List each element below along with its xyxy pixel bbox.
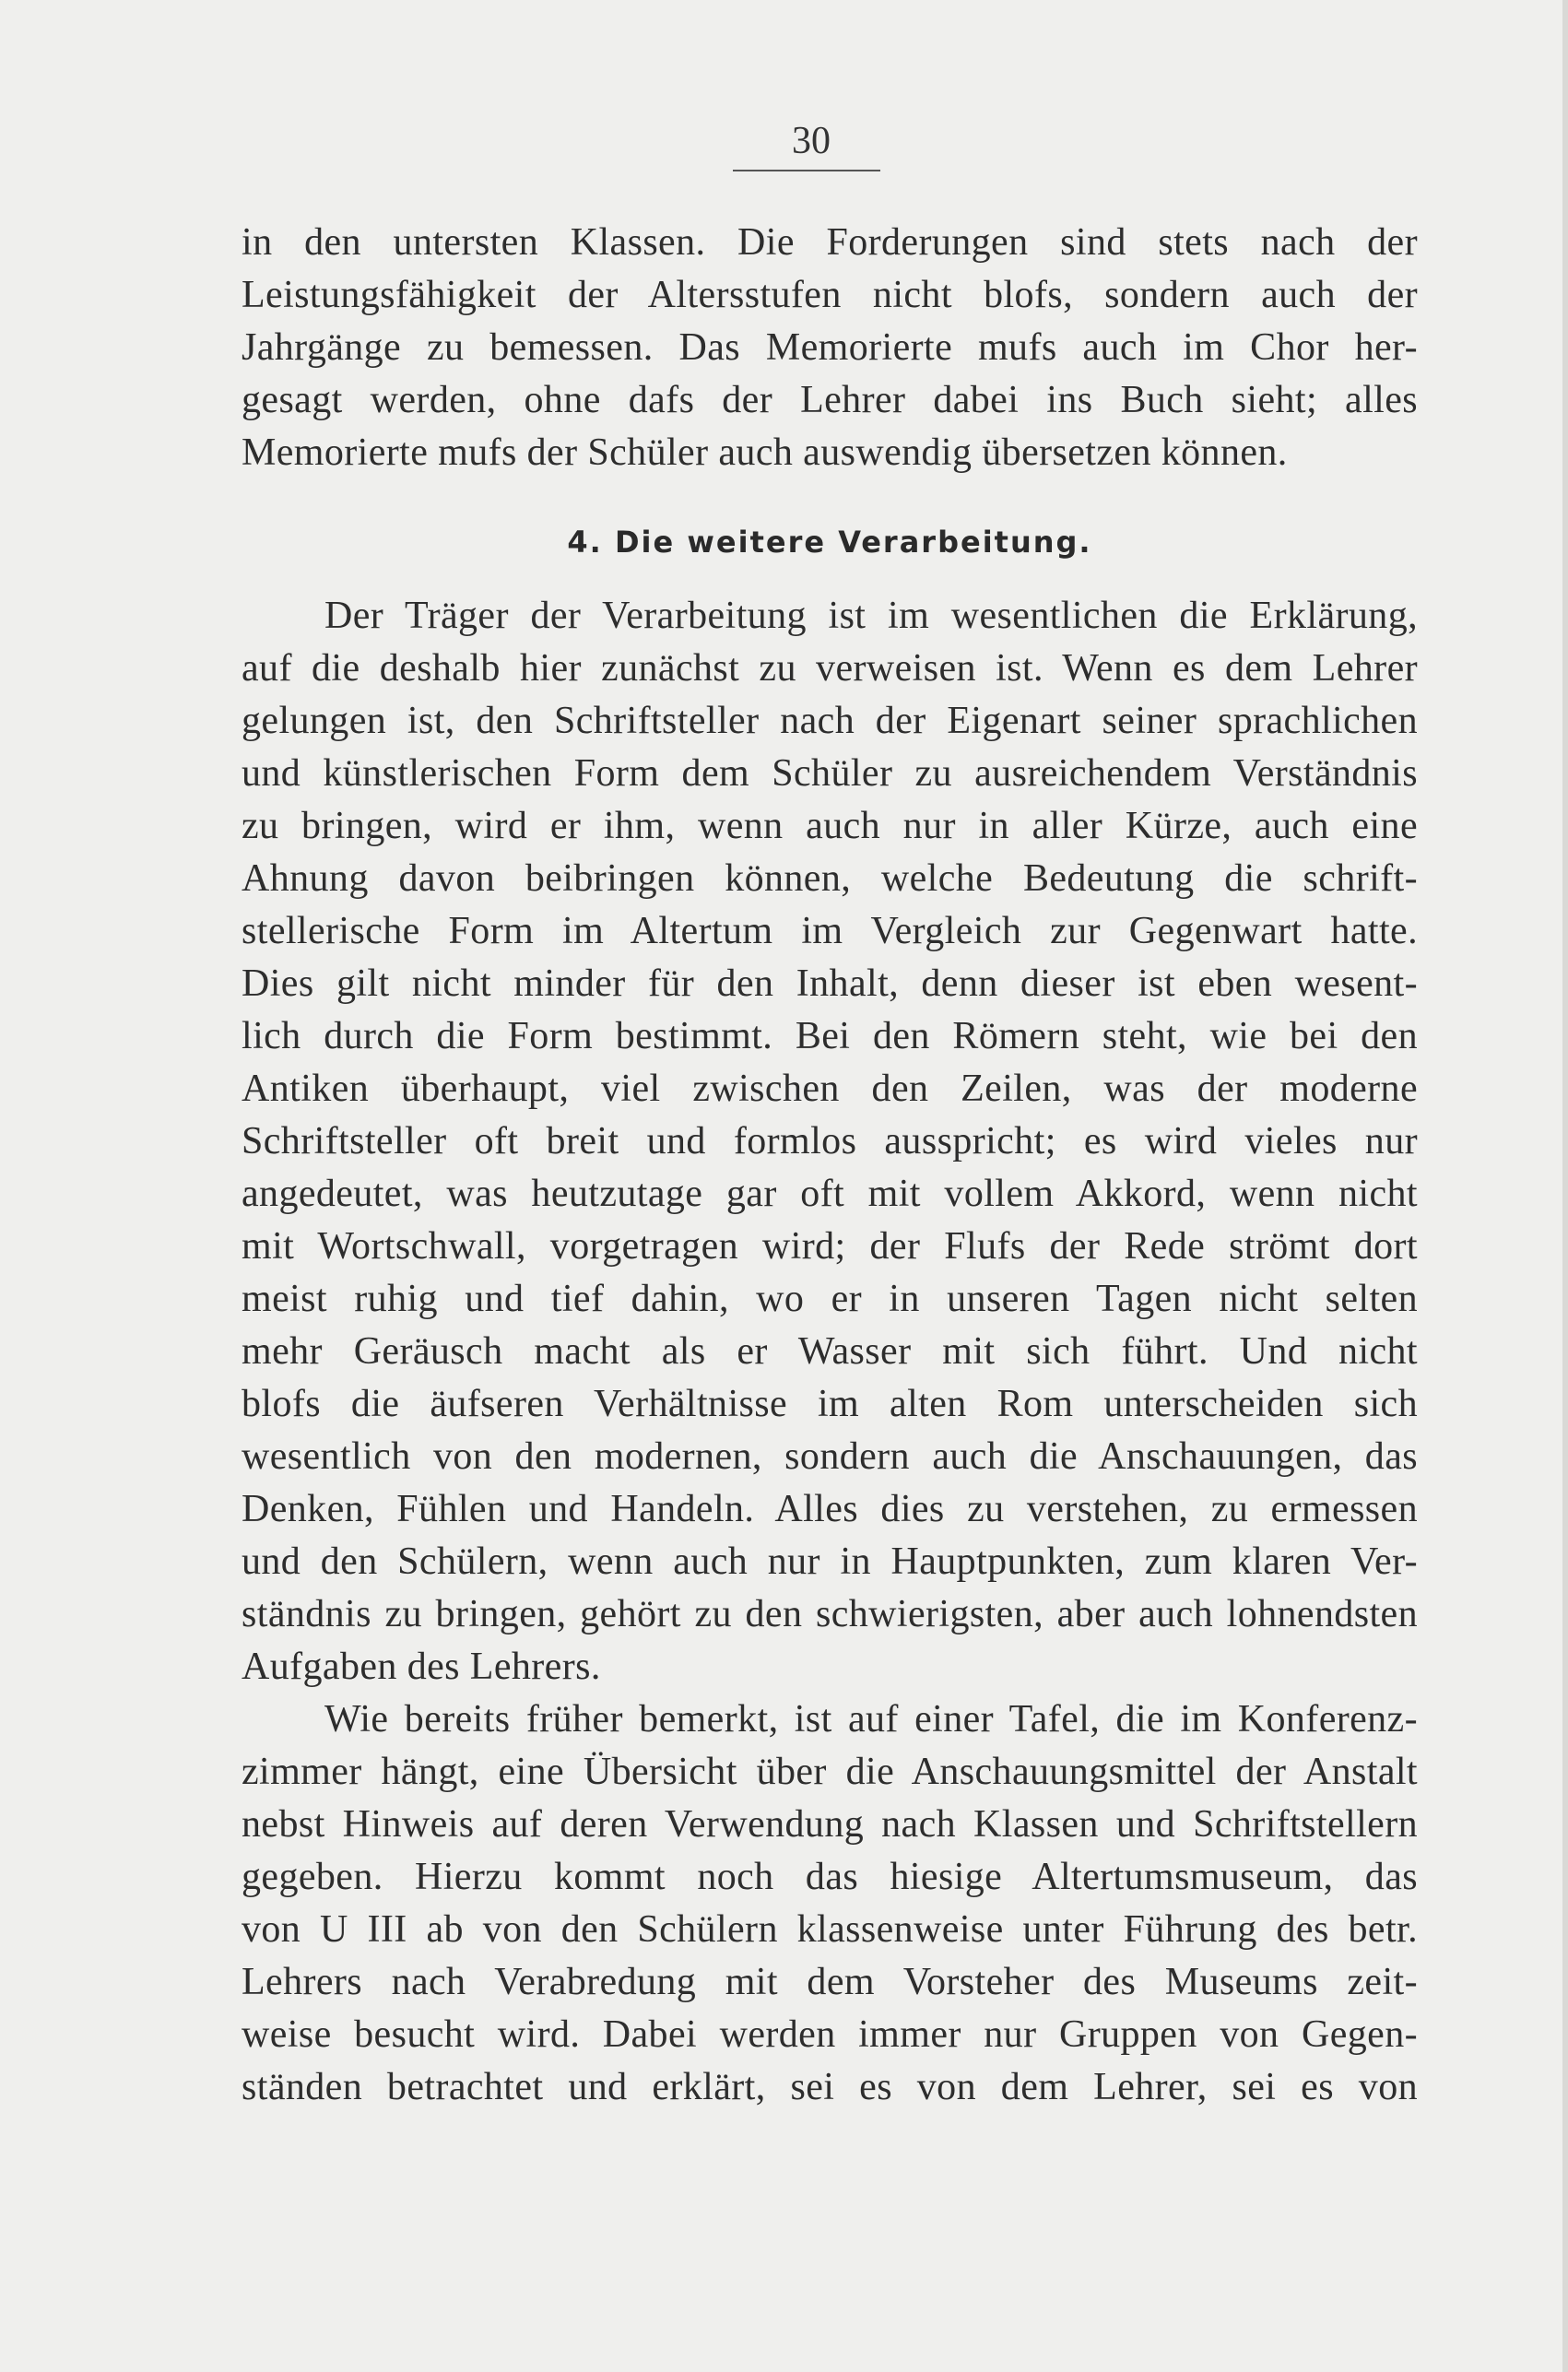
text-line: Ahnung davon beibringen können, welche Bedeutung die schrift- [242,857,1418,900]
text-line: von U III ab von den Schülern klassenweise unter Führung des betr. [242,1908,1418,1951]
text-line: Leistungsfähigkeit der Altersstufen nicht blofs, sondern auch der [242,274,1418,316]
text-line: stellerische Form im Altertum im Vergleich zur Gegenwart hatte. [242,910,1418,952]
text-line: und den Schülern, wenn auch nur in Hauptpunkten, zum klaren Ver- [242,1540,1418,1583]
text-line: Dies gilt nicht minder für den Inhalt, denn dieser ist eben wesent- [242,962,1418,1005]
text-line: ständnis zu bringen, gehört zu den schwierigsten, aber auch lohnendsten [242,1593,1418,1635]
text-line: in den untersten Klassen. Die Forderungen sind stets nach der [242,221,1418,264]
text-line: Aufgaben des Lehrers. [242,1646,601,1688]
text-line: meist ruhig und tief dahin, wo er in unseren Tagen nicht selten [242,1278,1418,1320]
text-line: und künstlerischen Form dem Schüler zu ausreichendem Verständnis [242,752,1418,795]
text-line: nebst Hinweis auf deren Verwendung nach Klassen und Schriftstellern [242,1803,1418,1846]
page-number-rule [733,170,880,171]
text-line: Schriftsteller oft breit und formlos ausspricht; es wird vieles nur [242,1120,1418,1162]
text-line: Der Träger der Verarbeitung ist im wesentlichen die Erklärung, [324,595,1418,637]
text-line: weise besucht wird. Dabei werden immer nur Gruppen von Gegen- [242,2013,1418,2056]
text-line: Memorierte mufs der Schüler auch auswendig übersetzen können. [242,431,1288,474]
text-line: auf die deshalb hier zunächst zu verweisen ist. Wenn es dem Lehrer [242,647,1418,690]
text-line: mehr Geräusch macht als er Wasser mit sich führt. Und nicht [242,1330,1418,1373]
scan-edge [1562,0,1568,2372]
text-line: Denken, Fühlen und Handeln. Alles dies zu verstehen, zu ermessen [242,1488,1418,1530]
text-line: Jahrgänge zu bemessen. Das Memorierte mufs auch im Chor her- [242,326,1418,369]
text-line: wesentlich von den modernen, sondern auch die Anschauungen, das [242,1435,1418,1478]
text-line: gesagt werden, ohne dafs der Lehrer dabei ins Buch sieht; alles [242,379,1418,421]
text-line: Wie bereits früher bemerkt, ist auf einer Tafel, die im Konferenz- [324,1698,1418,1741]
text-line: mit Wortschwall, vorgetragen wird; der Flufs der Rede strömt dort [242,1225,1418,1268]
text-line: gelungen ist, den Schriftsteller nach der Eigenart seiner sprachlichen [242,700,1418,742]
text-line: zimmer hängt, eine Übersicht über die Anschauungsmittel der Anstalt [242,1751,1418,1793]
text-line: blofs die äufseren Verhältnisse im alten Rom unterscheiden sich [242,1383,1418,1425]
text-line: Antiken überhaupt, viel zwischen den Zeilen, was der moderne [242,1068,1418,1110]
text-line: zu bringen, wird er ihm, wenn auch nur in aller Kürze, auch eine [242,805,1418,847]
text-line: Lehrers nach Verabredung mit dem Vorsteher des Museums zeit- [242,1961,1418,2003]
text-line: lich durch die Form bestimmt. Bei den Römern steht, wie bei den [242,1015,1418,1057]
text-line: gegeben. Hierzu kommt noch das hiesige Altertumsmuseum, das [242,1856,1418,1898]
section-heading: 4. Die weitere Verarbeitung. [567,525,1092,560]
text-line: angedeutet, was heutzutage gar oft mit vollem Akkord, wenn nicht [242,1173,1418,1215]
page-number: 30 [792,120,831,162]
text-line: ständen betrachtet und erklärt, sei es von dem Lehrer, sei es von [242,2066,1418,2108]
